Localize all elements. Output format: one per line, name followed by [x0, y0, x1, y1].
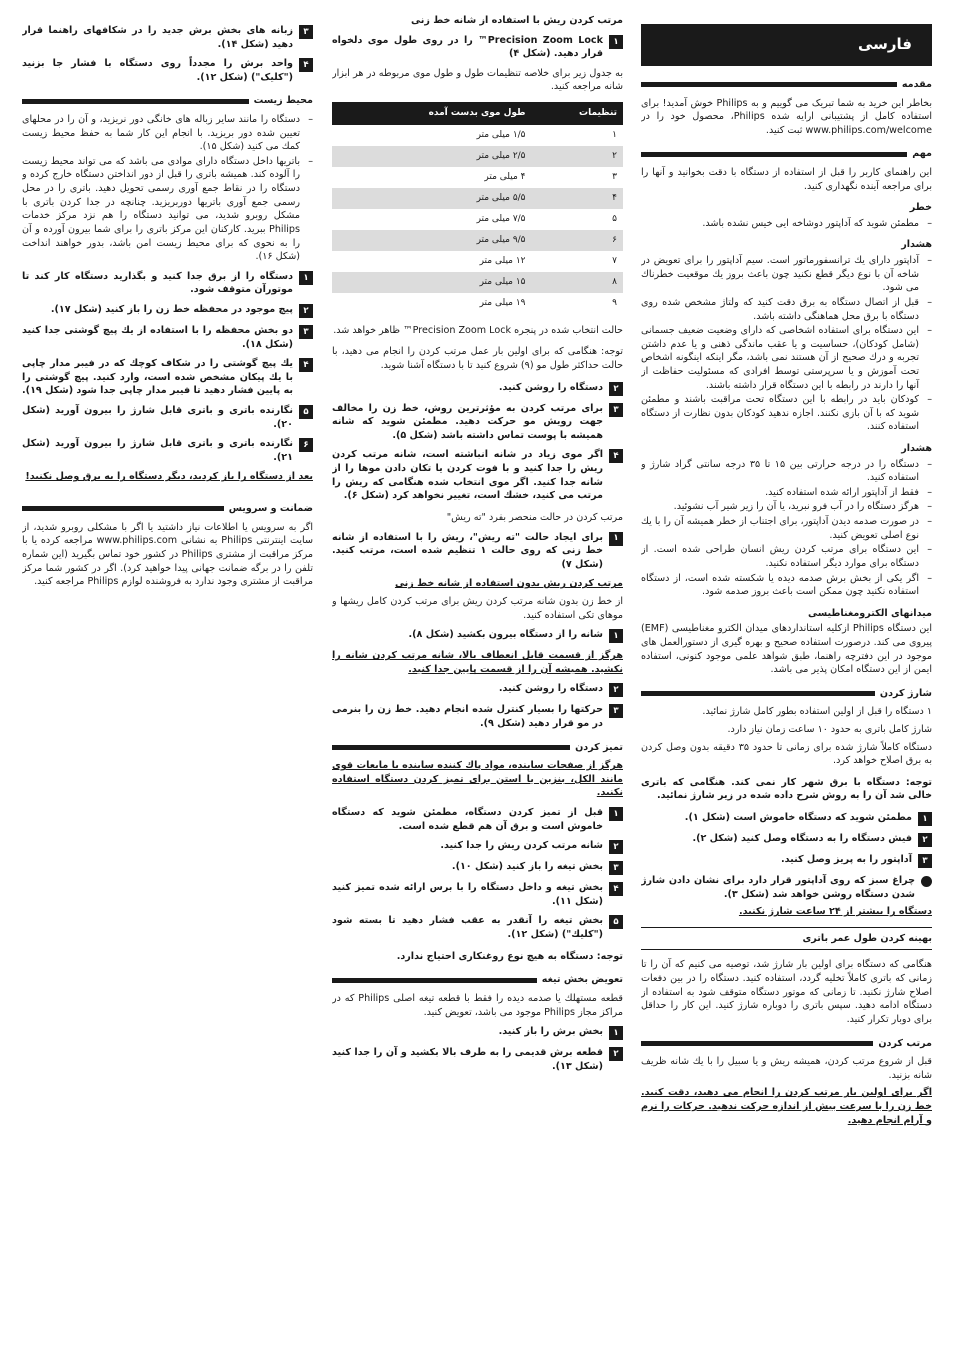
- env-step-5: ۵ نگارنده باتری و باتری قابل شارژ را بیرون آورید (شکل ۲۰).: [22, 404, 313, 431]
- env-step-2: ۲ پیچ موجود در محفظه خط زن را باز کنید (شکل ۱۷).: [22, 303, 313, 318]
- table-header-row: [332, 102, 623, 125]
- section-heading-cleaning: تمیز کردن: [332, 741, 623, 755]
- list-item: – قبل از اتصال دستگاه به برق دقت کنید که ولتاژ مشخص شده روی دستگاه با برق محل هماهنگی داشته باشد.: [641, 296, 932, 323]
- nocomb-step-3: ۳ حرکتها را بسیار کنترل شده انجام دهید. خط زن را بنرمی در مو قرار دهید (شکل ۹).: [332, 703, 623, 730]
- environment-list: [22, 113, 313, 264]
- danger-heading: خطر: [909, 202, 932, 214]
- trimming-step-3: ۳ برای مرتب کردن به مؤثرترین روش، خط زن را مخالف جهت رویش مو حرکت دهید. مطمئن شوید که شانه همیشه با پوست تماس داشته باشد (شکل ۵).: [332, 402, 623, 443]
- section-heading-guarantee: ضمانت و سرویس: [22, 502, 313, 516]
- nocomb-subheading: مرتب کردن ریش بدون استفاده از شانه خط زنی: [394, 578, 623, 590]
- env-step-3: ۳ دو بخش محفظه را با استفاده از یك پیچ گوشتی جدا کنید (شکل ۱۸).: [22, 324, 313, 351]
- charging-note: توجه: دستگاه با برق شهر کار نمی کند. هنگامی که باتری خالی شد آن را به روش شرح داده شده در زیر شارژ نمائید.: [641, 776, 932, 802]
- nocomb-step-1: ۱ شانه را از دستگاه بیرون بکشید (شکل ۸).: [332, 628, 623, 643]
- replace-step-4: ۴ واحد برش را مجدداً روی دستگاه با فشار جا بزنید ("کلیک") (شکل ۱۲).: [22, 57, 313, 84]
- table-row: ۶ ۹/۵ میلی متر: [332, 230, 623, 251]
- section-heading-charging: شارژ کردن: [641, 687, 932, 701]
- list-item: – مطمئن شوید که آداپتور دوشاخه ایی خیس نشده باشد.: [641, 217, 932, 231]
- list-item: – هرگز دستگاه را در آب فرو نبرید، یا آن را زیر شیر آب نشوئید.: [641, 500, 932, 514]
- list-item: – فقط از آداپتور ارائه شده استفاده کنید.: [641, 486, 932, 500]
- cleaning-step-5: ۵ بخش تیغه را آنقدر به عقب فشار دهید تا بسته شود ("کلیك") (شکل ۱۲).: [332, 914, 623, 941]
- stubble-step-1: ۱ برای ایجاد حالت "ته ریش"، ریش را با استفاده از شانه خط زنی که روی حالت ۱ تنظیم شده است، مرتب کنید. (شکل ۷): [332, 531, 623, 572]
- charging-result: چراغ سبز که روی آداپتور قرار دارد برای نشان دادن شارژ شدن دستگاه روشن خواهد شد (شکل ۳).: [641, 874, 932, 901]
- table-row: ۴ ۵/۵ میلی متر: [332, 188, 623, 209]
- list-item: – آداپتور دارای یك ترانسفورماتور است. سیم آداپتور را برای تعویض در شاخه آن با نوع دیگر قطع نكنید چون باعث بروز یك موقعیت خطرناك می شود.: [641, 254, 932, 295]
- charging-p3: دستگاه کاملاً شارژ شده برای زمانی تا حدود ۳۵ دقیقه بدون وصل کردن به برق اصلاح خواهد کرد.: [641, 741, 932, 767]
- table-row: ۹ ۱۹ میلی متر: [479, 297, 617, 308]
- env-warning: بعد از دستگاه را باز کردید، دیگر دستگاه را به برق وصل نکنید!: [25, 471, 313, 483]
- state-paragraph: حالت انتخاب شده در پنجره Precision Zoom Lock™ ظاهر خواهد شد.: [333, 324, 623, 336]
- trimming-step-4: ۴ اگر موی زیاد در شانه انباشته است، شانه مرتب کردن ریش را جدا کنید و با فوت کردن یا تکان دادن موها را از شانه جدا کنید. اگر موی انتخاب شده هنگامی که ریش را مرتب می کنید، خشك است، تغییر نخواهد کرد (شکل ۶).: [332, 448, 623, 502]
- trimming-step-1: ۱ Precision Zoom Lock™ را در روی طول موی دلخواه قرار دهید. (شکل ۴): [332, 34, 623, 61]
- comb-subheading: مرتب کردن ریش با استفاده از شانه خط زنی: [411, 15, 623, 26]
- env-step-4: ۴ یك پیچ گوشتی را در شکاف کوچك که در فیبر مدار چاپی با یك پیکان مشخص شده است، وارد کنید. پیچ گوشتی را به پایین فشار دهید تا فیبر مدار چاپی جدا شود (شکل ۱۹).: [22, 357, 313, 398]
- env-step-6: ۶ نگارنده باتری و باتری قابل شارژ را بیرون آورید (شکل ۲۱).: [22, 437, 313, 464]
- replace-step-3: ۳ زبانه های بخش برش جدید را در شکافهای راهنما قرار دهید (شکل ۱۴).: [22, 24, 313, 51]
- nocomb-step-2: ۲ دستگاه را روشن کنید.: [332, 682, 623, 697]
- cleaning-note: توجه: دستگاه به هیچ نوع روغنکاری احتیاج ندارد.: [396, 950, 623, 962]
- cleaning-warning: هرگز از صفحات ساینده، مواد پاك كننده ساینده یا مایعات قوی مانند الکل، بنزین یا استن برای تمیز کردن دستگاه استفاده نکنید.: [332, 760, 623, 799]
- nocomb-paragraph: از خط زن بدون شانه مرتب کردن ریش برای مرتب کردن کامل ریشها و موهای تکی استفاده کنید.: [332, 595, 623, 621]
- table-row: ۸ ۱۵ میلی متر: [332, 272, 623, 293]
- column-left: [22, 14, 313, 593]
- charging-step-3: ۳ آداپتور را به پریز وصل کنید.: [641, 853, 932, 868]
- cleaning-step-2: ۲ شانه مرتب کردن ریش را جدا کنید.: [332, 839, 623, 854]
- replace-paragraph: قطعه مستهلك یا صدمه دیده را فقط با قطعه تیغه اصلی Philips که در مراکز مجاز Philips موجود می باشد، تعویض کنید.: [332, 992, 623, 1018]
- list-item: – دستگاه را در درجه حرارتی بین ۱۵ تا ۳۵ درجه سانتی گراد شارژ و استفاده کنید.: [641, 458, 932, 485]
- table-row: ۵ ۷/۵ میلی متر: [476, 213, 617, 224]
- column-middle: [332, 14, 623, 1079]
- trimming-step-2: ۲ دستگاه را روشن کنید.: [332, 381, 623, 396]
- list-item: – در صورت صدمه دیدن آداپتور، برای اجتناب از خطر همیشه آن را با یك نوع اصلی تعویض كنید.: [641, 515, 932, 542]
- warning-heading: هشدار: [901, 239, 932, 251]
- list-item: – باتریها داخل دستگاه دارای موادی می باشد که می تواند محیط زیست را آلوده کند. همیشه باتری را قبل از دور انداختن دستگاه خارج کرده و دستگاه را در نقاط جمع آوری رسمی تحویل دهید. باتری را در محل رسمی جمع آوری باتریها دوربریزید. چنانچه در جدا کردن باتری با مشکل روبرو شدید، می توانید دستگاه را هم نزد مرکز خدمات Philips ببرید. کارکنان این مرکز باتری را برای شما بیرون آورده و آن را به نحوی که برای محیط زیست امن باشد، بدور خواهند انداخت (شکل ۱۶).: [22, 155, 313, 264]
- list-item: – دستگاه را مانند سایر زباله های خانگی دور نریزید، و آن را در محلهای تعیین شده دور بریزید. با انجام این کار شما به حفظ محیط زیست کمك می كنید (شکل ۱۵).: [22, 113, 313, 154]
- caution-list: [641, 458, 932, 599]
- trimming-paragraph: قبل از شروع مرتب کردن، همیشه ریش و یا سبیل را با یك شانه ظریف شانه بزنید.: [641, 1056, 932, 1081]
- danger-list: [641, 217, 932, 231]
- list-item: – اگر یکی از بخش برش صدمه دیده یا شکسته شده است، از دستگاه استفاده نکنید چون ممکن است باعث بروز صدمه شود.: [641, 572, 932, 599]
- intro-paragraph: بخاطر این خرید به شما تبریک می گوییم و به Philips خوش آمدید! برای استفاده کامل از پشتیبانی ارایه شده Philips، محصول خود را در www.philips.com/welcome ثبت کنید.: [641, 97, 932, 136]
- section-heading-replace: تعویض بخش تیغه: [332, 973, 623, 987]
- warning-list: [641, 254, 932, 434]
- charging-warning: دستگاه را بیشتر از ۲۴ ساعت شارژ نکنید.: [738, 906, 932, 918]
- section-heading-trimming: مرتب کردن: [641, 1037, 932, 1051]
- charging-step-2: ۲ فیش دستگاه را به دستگاه وصل کنید (شکل ۲).: [641, 832, 932, 847]
- list-item: – این دستگاه برای مرتب کردن ریش انسان طراحی شده است. از دستگاه برای موارد دیگر استفاده نکنید.: [641, 543, 932, 570]
- table-row: ۱ ۱/۵ میلی متر: [476, 129, 617, 140]
- list-item: – این دستگاه برای استفاده اشخاصی که دارای وضعیت ضعیف جسمانی (شامل کودکان)، حساسیت و یا عقب ماندگی ذهنی و یا عدم داشتن تجربه و درك صحیح از آن هستند نمی باشد، مگر اینکه اینگونه اشخاص تحت آموزش و یا سرپرستی توسط افرادی که مسئولیت حفاظت از آنها را دارند در رابطه با این دستگاه قرار داشته باشند.: [641, 324, 932, 392]
- cleaning-step-1: ۱ قبل از تمیز کردن دستگاه، مطمئن شوید که دستگاه خاموش است و برق آن هم قطع شده است.: [332, 806, 623, 833]
- emf-heading: میدانهای الکترومغناطیسی: [808, 607, 932, 619]
- table-row: ۳ ۴ میلی متر: [484, 171, 617, 182]
- table-header-settings: تنظیمات: [532, 102, 623, 125]
- cleaning-step-3: ۳ بخش تیغه را باز کنید (شکل ۱۰).: [332, 860, 623, 875]
- language-title-bar: [641, 24, 932, 66]
- replace-step-2: ۲ قطعه برش قدیمی را به طرف بالا بکشید و آن را جدا کنید (شکل ۱۳).: [332, 1046, 623, 1073]
- trimming-note: توجه: هنگامی که برای اولین بار عمل مرتب کردن را انجام می دهید، با حالت حداکثر طول مو (۹) شروع کنید تا با دستگاه آشنا شوید.: [332, 346, 623, 372]
- battery-heading-box: بهینه کردن طول عمر باتری: [641, 927, 932, 951]
- important-paragraph: این راهنمای کاربر را قبل از استفاده از دستگاه با دقت بخوانید و آنها را برای مراجعه آینده نگهداری کنید.: [641, 167, 932, 192]
- nocomb-warning: هرگز از قسمت قابل انعطاف بالا، شانه مرتب کردن شانه را نکشید. همیشه آن را از قسمت پایین جدا کنید.: [332, 650, 623, 675]
- length-settings-table: [332, 102, 623, 314]
- table-header-length: طول موی بدست آمده: [332, 102, 532, 125]
- section-heading-important: مهم: [641, 147, 932, 161]
- language-title: فارسی: [857, 35, 912, 54]
- emf-paragraph: این دستگاه Philips ازکلیه استانداردهای میدان الکترو مغناطیسی (EMF) پیروی می کند. درصورت استفاده صحیح و بهره گیری از دستورالعمل های موجود در این دفترچه راهنما، طبق شواهد علمی موجود کنونی، استفاده ایمن از این دستگاه امکان پذیر می باشد.: [641, 623, 932, 676]
- column-right: [641, 14, 932, 1131]
- charging-p2: شارژ کامل باتری به حدود ۱۰ ساعت زمان نیاز دارد.: [727, 723, 932, 735]
- section-heading-intro: مقدمه: [641, 78, 932, 92]
- cleaning-step-4: ۴ بخش تیغه و داخل دستگاه را با برس ارائه شده تمیز کنید (شکل ۱۱).: [332, 881, 623, 908]
- env-step-1: ۱ دستگاه را از برق جدا کنید و بگذارید دستگاه کار کند تا موتورآن متوقف شود.: [22, 270, 313, 297]
- list-item: – کودکان باید در رابطه با این دستگاه تحت مراقبت باشند و مطمئن شوید که با آن بازی نکنند. اجازه ندهید کودکان بدون نظارت از دستگاه استفاده کنند.: [641, 393, 932, 434]
- battery-paragraph: هنگامی که دستگاه برای اولین بار شارژ شد، توصیه می کنیم که آن را تا زمانی که باتری کاملاً تخلیه گردد، استفاده کنید. دستگاه را در بین دفعات اصلاح شارژ نکنید. تا زمانی که موتور دستگاه متوقف شود به استفاده از دستگاه ادامه دهید. سپس باتری را دوباره شارژ کنید. این کار را حداقل برای دوبار تکرار کنید.: [641, 959, 932, 1025]
- replace-step-1: ۱ بخش برش را باز کنید.: [332, 1025, 623, 1040]
- table-row: ۷ ۱۲ میلی متر: [479, 255, 617, 266]
- table-intro: به جدول زیر برای خلاصه تنظیمات طول و طول موی مربوطه در هر ابزار شانه مراجعه کنید.: [332, 67, 623, 93]
- caution-heading: هشدار: [901, 443, 932, 455]
- trimming-warning: اگر برای اولین بار مرتب کردن را انجام می دهید، دقت کنید. خط زن را با سرعت بیش از اندازه حرکت ندهید. حرکات را نرم و آرام انجام دهید.: [641, 1087, 932, 1126]
- guarantee-paragraph: اگر به سرویس یا اطلاعات نیاز داشتید یا اگر با مشکلی روبرو شدید، از سایت اینترنتی Philips به نشانی www.philips.com مراجعه کرده یا با مرکز مراقبت از مشتری Philips در کشور خود تماس بگیرید (این شماره تلفن را در برگه ضمانت جهانی پیدا خواهید کرد). اگر در کشور شما مرکز مراقبت از مشتری وجود ندارد به فروشنده لوازم Philips مراجعه کنید.: [22, 521, 313, 588]
- charging-step-1: ۱ مطمئن شوید که دستگاه خاموش است (شکل ۱).: [641, 811, 932, 826]
- charging-p1: ۱ دستگاه را قبل از اولین استفاده بطور کامل شارژ نمائید.: [702, 706, 932, 718]
- table-row: ۲ ۲/۵ میلی متر: [332, 146, 623, 167]
- stubble-subheading: مرتب کردن در حالت منحصر بفرد "ته ریش": [446, 511, 623, 523]
- bullet-icon: [921, 876, 932, 887]
- section-heading-environment: محیط زیست: [22, 94, 313, 108]
